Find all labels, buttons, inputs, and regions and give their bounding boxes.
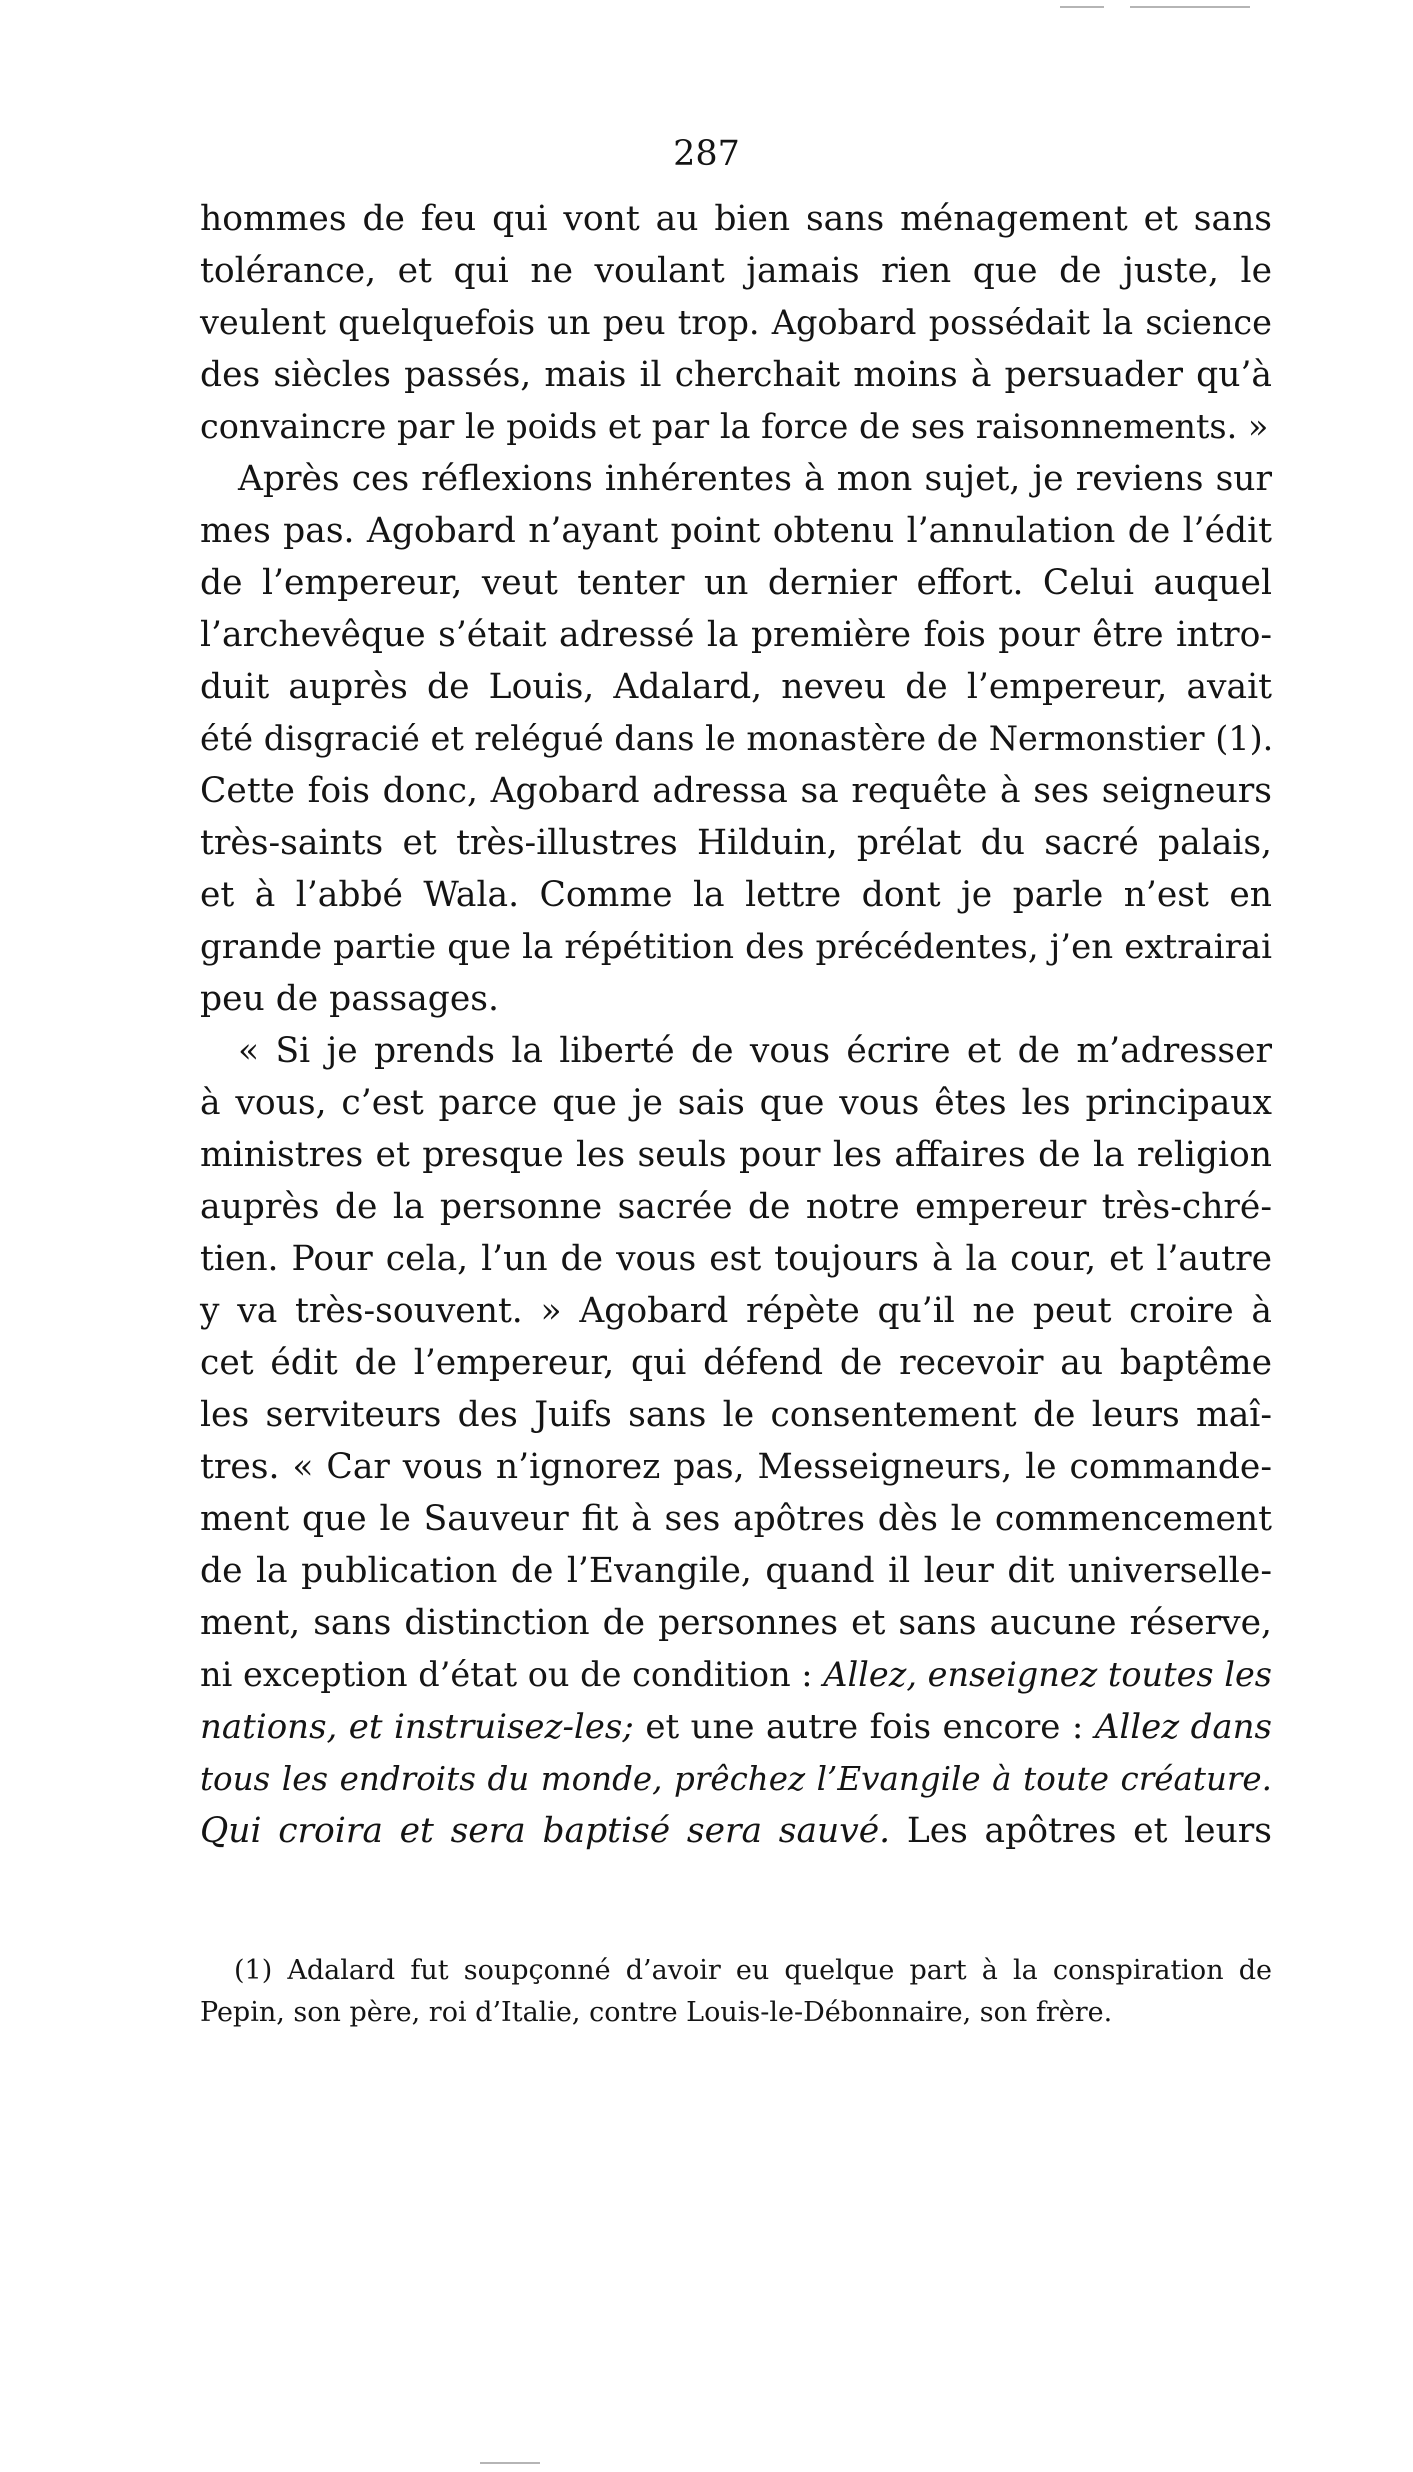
text-line: mes pas. Agobard n’ayant point obtenu l’annulation de l’édit (200, 511, 1272, 551)
text-line: ment, sans distinction de personnes et sans aucune réserve, (200, 1603, 1272, 1643)
italic-quote: Qui croira et sera baptisé sera sauvé. (200, 1811, 891, 1851)
text-line: ni exception d’état ou de condition : Allez, enseignez toutes les (200, 1655, 1273, 1694)
italic-quote: Allez, enseignez toutes les (823, 1655, 1273, 1694)
text-line: ministres et presque les seuls pour les affaires de la religion (200, 1135, 1272, 1175)
text-line: nations, et instruisez-les; et une autre fois encore : Allez dans (200, 1707, 1273, 1747)
main-text (200, 193, 1272, 1857)
text-line: veulent quelquefois un peu trop. Agobard possédait la science (200, 303, 1272, 342)
italic-quote: nations, et instruisez-les; (200, 1707, 634, 1747)
text-line: tres. « Car vous n’ignorez pas, Messeigneurs, le commande- (200, 1447, 1272, 1487)
italic-quote: Allez dans (1094, 1707, 1273, 1747)
text-line: été disgracié et relégué dans le monastère de Nermonstier (1). (200, 719, 1274, 758)
text-line: tien. Pour cela, l’un de vous est toujours à la cour, et l’autre (200, 1239, 1272, 1279)
text-line: tolérance, et qui ne voulant jamais rien que de juste, le (200, 251, 1272, 291)
text-line: hommes de feu qui vont au bien sans ménagement et sans (200, 199, 1272, 239)
text-line: Cette fois donc, Agobard adressa sa requête à ses seigneurs (200, 771, 1272, 811)
text-line: et à l’abbé Wala. Comme la lettre dont je parle n’est en (200, 875, 1272, 915)
text-line: Après ces réflexions inhérentes à mon sujet, je reviens sur (238, 459, 1272, 499)
text-line-italic: tous les endroits du monde, prêchez l’Evangile à toute créature. (200, 1760, 1272, 1798)
text-line: ment que le Sauveur fit à ses apôtres dès le commencement (200, 1499, 1272, 1539)
text-line: très-saints et très-illustres Hilduin, prélat du sacré palais, (200, 823, 1272, 863)
text-line: de la publication de l’Evangile, quand il leur dit universelle- (200, 1551, 1272, 1591)
scan-artifact-bottom (480, 2462, 540, 2464)
text-line: à vous, c’est parce que je sais que vous êtes les principaux (200, 1083, 1272, 1123)
text-line: y va très-souvent. » Agobard répète qu’il ne peut croire à (200, 1291, 1272, 1331)
scan-artifact-top (1060, 6, 1104, 8)
text-line: Qui croira et sera baptisé sera sauvé. Les apôtres et leurs (200, 1811, 1272, 1851)
text-line: auprès de la personne sacrée de notre empereur très-chré- (200, 1187, 1272, 1227)
text-line: de l’empereur, veut tenter un dernier effort. Celui auquel (200, 563, 1272, 603)
text-line: convaincre par le poids et par la force de ses raisonnements. » (200, 407, 1269, 446)
text-line: « Si je prends la liberté de vous écrire et de m’adresser (238, 1031, 1272, 1071)
footnote (200, 1950, 1272, 2034)
text-line: des siècles passés, mais il cherchait moins à persuader qu’à (200, 355, 1272, 395)
text-line: l’archevêque s’était adressé la première fois pour être intro- (200, 615, 1272, 655)
footnote-line: (1) Adalard fut soupçonné d’avoir eu quelque part à la conspiration de (234, 1955, 1272, 1986)
page-number: 287 (673, 134, 740, 174)
text-line: grande partie que la répétition des précédentes, j’en extrairai (200, 927, 1272, 967)
text-line: les serviteurs des Juifs sans le consentement de leurs maî- (200, 1395, 1272, 1435)
scan-artifact-top-right (1130, 6, 1250, 8)
text-line: duit auprès de Louis, Adalard, neveu de l’empereur, avait (200, 667, 1272, 707)
text-line: cet édit de l’empereur, qui défend de recevoir au baptême (200, 1343, 1272, 1383)
text-line: peu de passages. (200, 979, 499, 1019)
footnote-line: Pepin, son père, roi d’Italie, contre Louis-le-Débonnaire, son frère. (200, 1997, 1113, 2028)
